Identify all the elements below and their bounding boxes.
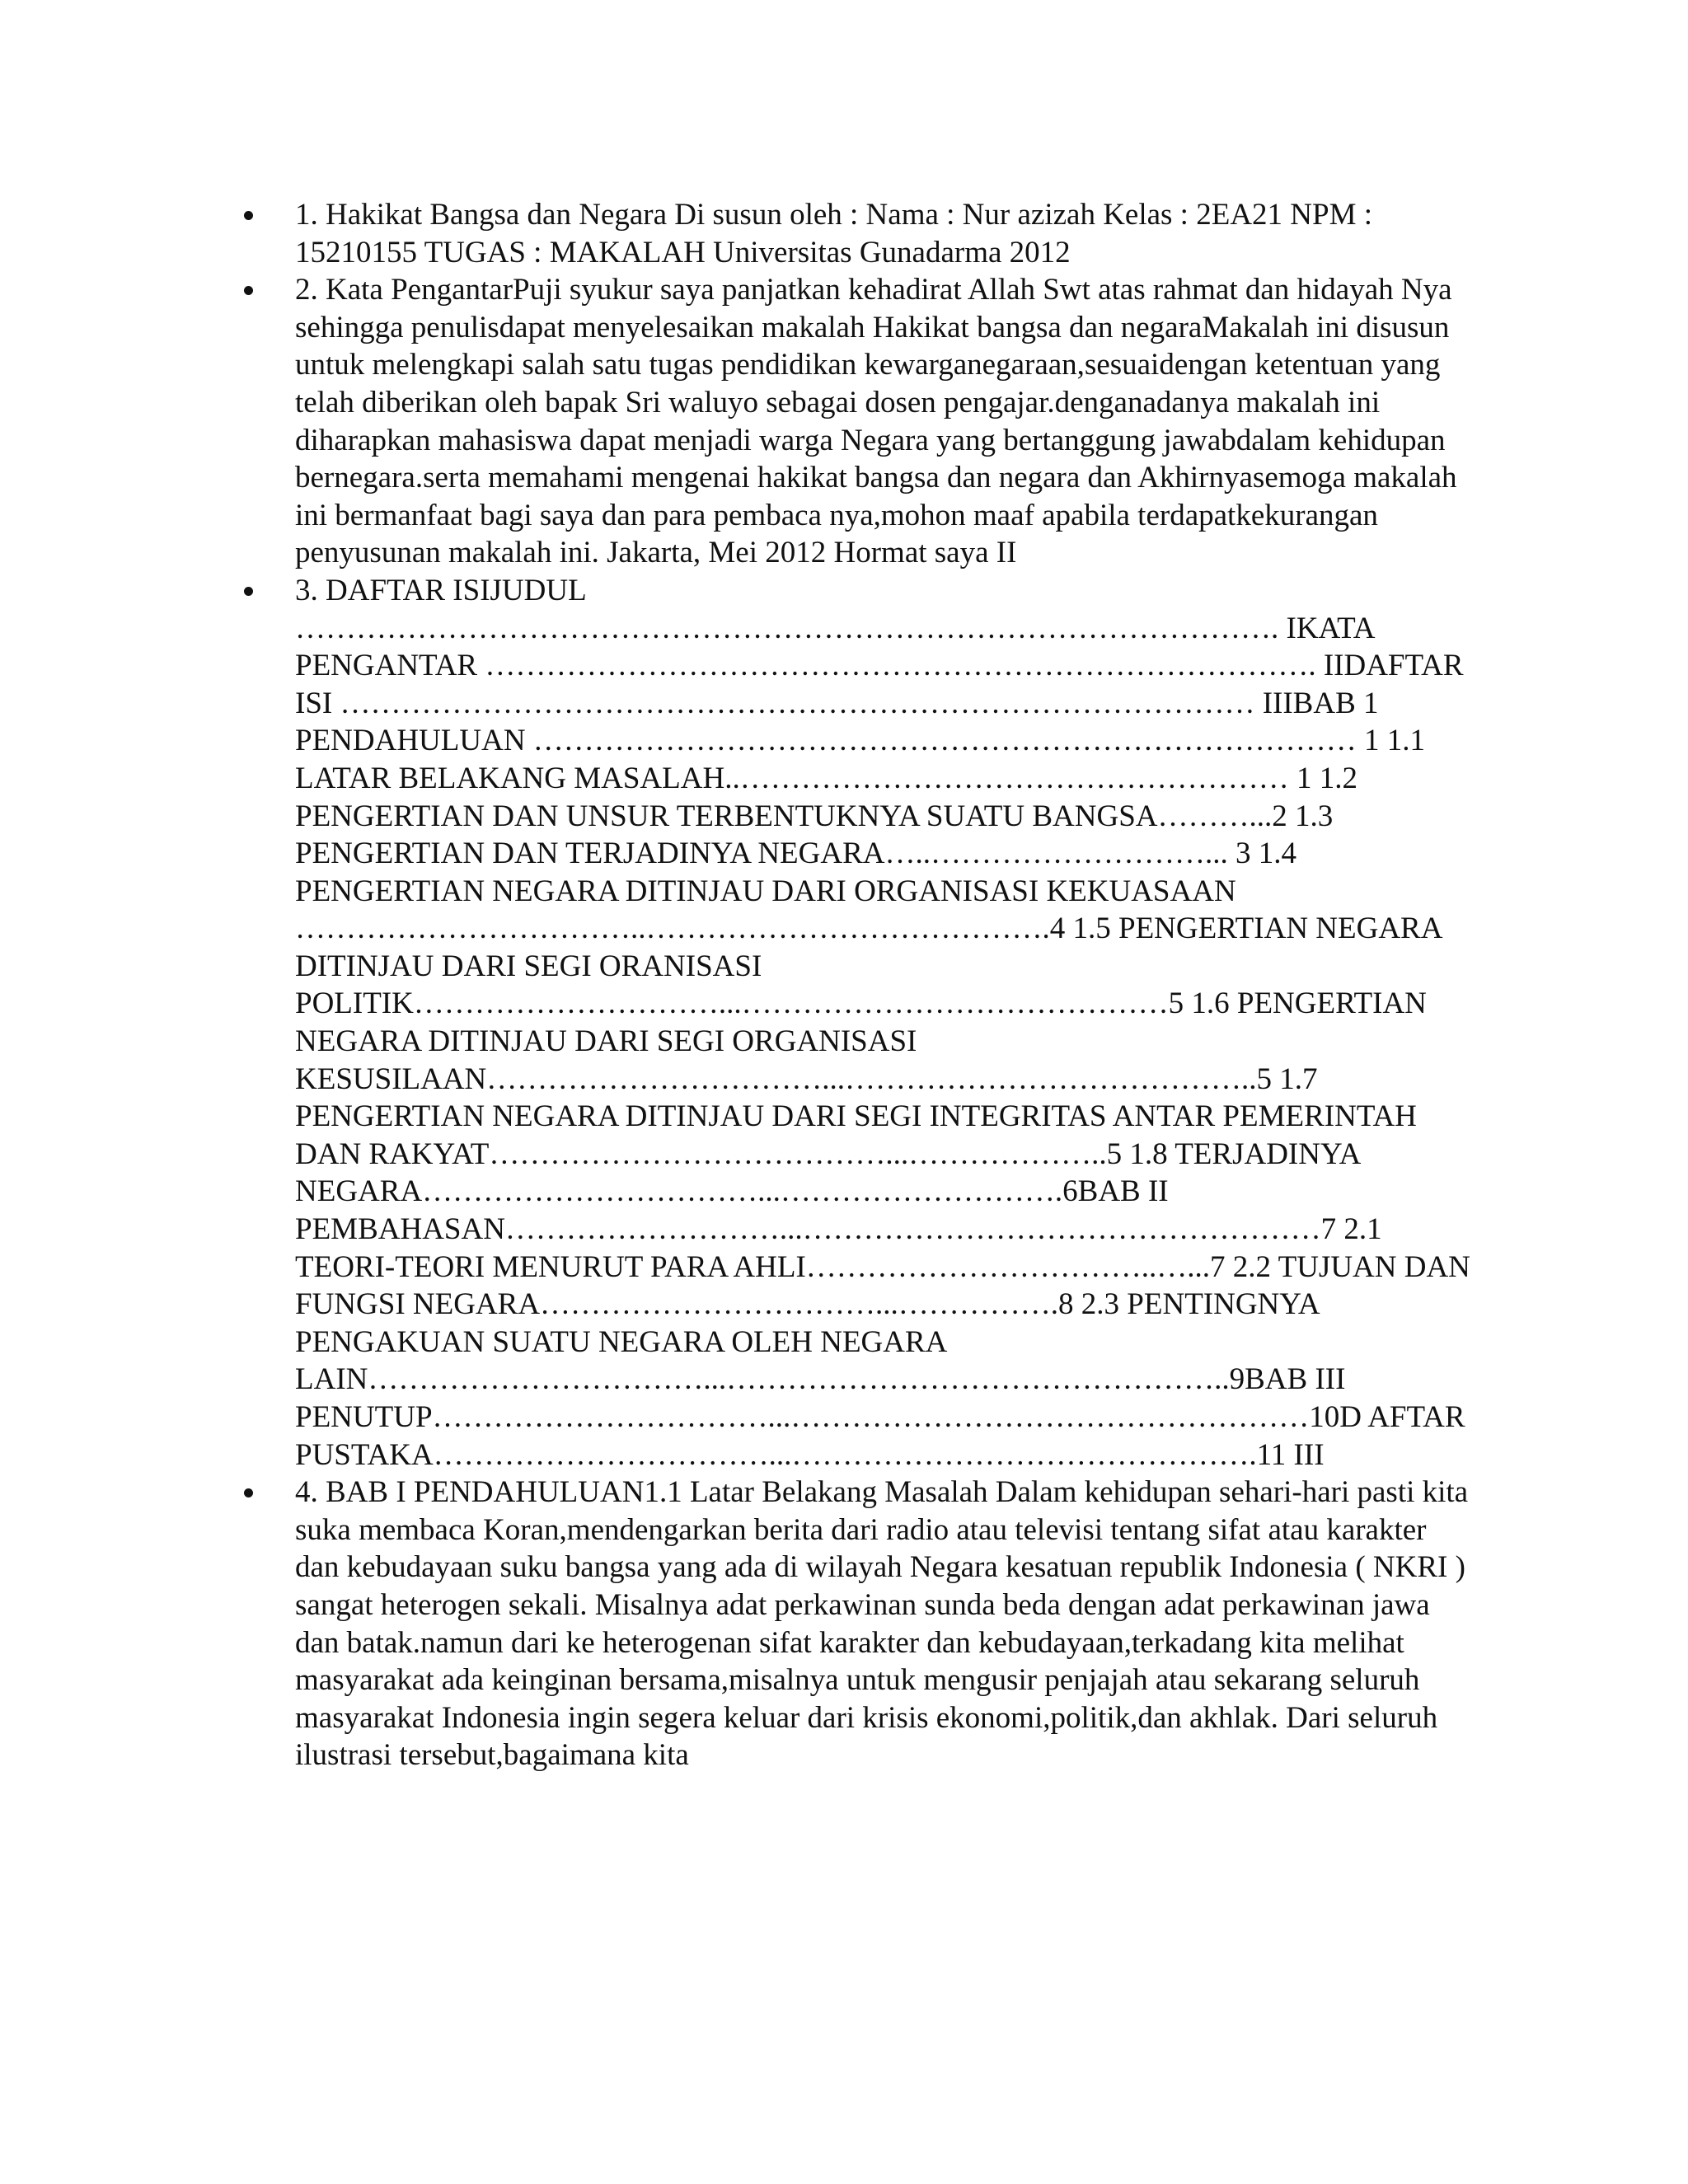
list-item-text: 4. BAB I PENDAHULUAN1.1 Latar Belakang Masalah Dalam kehidupan sehari-hari pasti kita suka membaca Koran,mendengarkan berita dari radio atau televisi tentang sifat atau karakter dan kebudayaan suku bangsa yang ada di wilayah Negara kesatuan republik Indonesia ( NKRI ) sangat heterogen sekali. Misalnya adat perkawinan sunda beda dengan adat perkawinan jawa dan batak.namun dari ke heterogenan sifat karakter dan kebudayaan,terkadang kita melihat masyarakat ada keinginan bersama,misalnya untuk mengusir penjajah atau sekarang seluruh masyarakat Indonesia ingin segera keluar dari krisis ekonomi,politik,dan akhlak. Dari seluruh ilustrasi tersebut,bagaimana kita — [295, 1475, 1469, 1773]
bullet-icon — [244, 1488, 253, 1497]
list-item-text: 2. Kata PengantarPuji syukur saya panjatkan kehadirat Allah Swt atas rahmat dan hidayah Nya sehingga penulisdapat menyelesaikan makalah Hakikat bangsa dan negaraMakalah ini disusun untuk melengkapi salah satu tugas pendidikan kewarganegaraan,sesuaidengan ketentuan yang telah diberikan oleh bapak Sri waluyo sebagai dosen pengajar.denganadanya makalah ini diharapkan mahasiswa dapat menjadi warga Negara yang bertanggung jawabdalam kehidupan bernegara.serta memahami mengenai hakikat bangsa dan negara dan Akhirnyasemoga makalah ini bermanfaat bagi saya dan para pembaca nya,mohon maaf apabila terdapatkekurangan penyusunan makalah ini. Jakarta, Mei 2012 Hormat saya II — [295, 273, 1457, 570]
bullet-icon — [244, 587, 253, 596]
list-item — [295, 572, 1478, 1474]
slide-text-list — [295, 196, 1478, 1774]
bullet-icon — [244, 286, 253, 295]
list-item — [295, 196, 1478, 271]
list-item-text: 1. Hakikat Bangsa dan Negara Di susun oleh : Nama : Nur azizah Kelas : 2EA21 NPM : 15210155 TUGAS : MAKALAH Universitas Gunadarma 2012 — [295, 198, 1373, 269]
list-item — [295, 271, 1478, 572]
bullet-icon — [244, 211, 253, 220]
list-item-text: 3. DAFTAR ISIJUDUL ……………………………………………………………………………………. IKATA PENGANTAR ………………………………………………………………………. IIDAFTAR ISI ……………………………………………………………………………… IIIBAB 1 PENDAHULUAN ……………………………………………………………………… 1 1.1 LATAR BELAKANG MASALAH..……………………………………………… 1 1.2 PENGERTIAN DAN UNSUR TERBENTUKNYA SUATU BANGSA………...2 1.3 PENGERTIAN DAN TERJADINYA NEGARA…..………………………... 3 1.4 PENGERTIAN NEGARA DITINJAU DARI ORGANISASI KEKUASAAN ……………………………..………………………………….4 1.5 PENGERTIAN NEGARA DITINJAU DARI SEGI ORANISASI POLITIK…………………………...……………………………………5 1.6 PENGERTIAN NEGARA DITINJAU DARI SEGI ORGANISASI KESUSILAAN……………………………...…………………………………..5 1.7 PENGERTIAN NEGARA DITINJAU DARI SEGI INTEGRITAS ANTAR PEMERINTAH DAN RAKYAT…………………………………...………………..5 1.8 TERJADINYA NEGARA……………………………...……………………….6BAB II PEMBAHASAN………………………...……………………………………………7 2.1 TEORI-TEORI MENURUT PARA AHLI……………………………..…...7 2.2 TUJUAN DAN FUNGSI NEGARA……………………………...…………….8 2.3 PENTINGNYA PENGAKUAN SUATU NEGARA OLEH NEGARA LAIN……………………………...…………………………………………..9BAB III PENUTUP……………………………...……………………………………………10D AFTAR PUSTAKA……………………………...……………………………………….11 III — [295, 573, 1470, 1472]
list-item — [295, 1474, 1478, 1774]
